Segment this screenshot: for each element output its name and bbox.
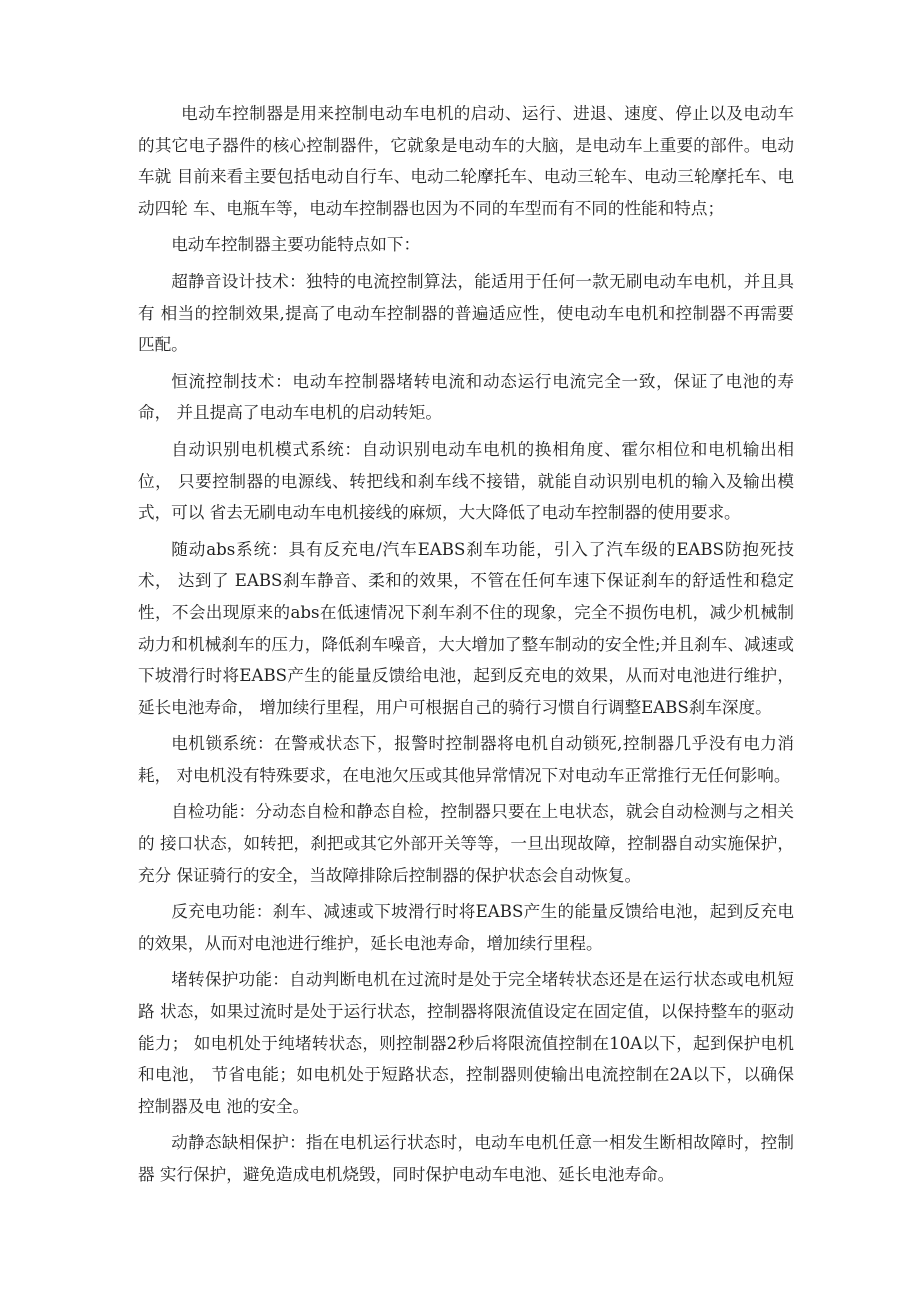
paragraph-self-check: 自检功能：分动态自检和静态自检，控制器只要在上电状态，就会自动检测与之相关的 接口状态，如转把，刹把或其它外部开关等等，一旦出现故障，控制器自动实施保护，充分 保证骑行的安全，当故障排除后控制器的保护状态会自动恢复。 <box>138 802 794 885</box>
paragraph-motor-lock: 电机锁系统：在警戒状态下，报警时控制器将电机自动锁死,控制器几乎没有电力消耗， 对电机没有特殊要求，在电池欠压或其他异常情况下对电动车正常推行无任何影响。 <box>138 734 794 785</box>
paragraph-phase-loss: 动静态缺相保护：指在电机运行状态时，电动车电机任意一相发生断相故障时，控制器 实行保护，避免造成电机烧毁，同时保护电动车电池、延长电池寿命。 <box>138 1133 794 1184</box>
paragraph-intro: 电动车控制器是用来控制电动车电机的启动、运行、进退、速度、停止以及电动车的其它电子器件的核心控制器件，它就象是电动车的大脑，是电动车上重要的部件。电动车就 目前来看主要包括电动自行车、电动二轮摩托车、电动三轮车、电动三轮摩托车、电动四轮 车、电瓶车等，电动车控制器也因为不同的车型而有不同的性能和特点； <box>138 104 794 218</box>
paragraph-features-heading: 电动车控制器主要功能特点如下： <box>171 235 421 255</box>
paragraph-auto-identify: 自动识别电机模式系统：自动识别电动车电机的换相角度、霍尔相位和电机输出相位， 只要控制器的电源线、转把线和刹车线不接错，就能自动识别电机的输入及输出模式，可以 省去无刷电动车电机接线的麻烦，大大降低了电动车控制器的使用要求。 <box>138 439 794 523</box>
document-body <box>138 98 794 1196</box>
paragraph-stall-protection: 堵转保护功能：自动判断电机在过流时是处于完全堵转状态还是在运行状态或电机短路 状态，如果过流时是处于运行状态，控制器将限流值设定在固定值，以保持整车的驱动能力； 如电机处于纯堵转状态，则控制器2秒后将限流值控制在10A以下，起到保护电机和电池， 节省电能；如电机处于短路状态，控制器则使输出电流控制在2A以下，以确保控制器及电 池的安全。 <box>138 970 794 1116</box>
paragraph-abs-system: 随动abs系统：具有反充电/汽车EABS刹车功能，引入了汽车级的EABS防抱死技术， 达到了 EABS刹车静音、柔和的效果，不管在任何车速下保证刹车的舒适性和稳定性，不会出现原来的abs在低速情况下刹车刹不住的现象，完全不损伤电机，减少机械制动力和机械刹车的压力，降低刹车噪音，大大增加了整车制动的安全性;并且刹车、减速或下坡滑行时将EABS产生的能量反馈给电池，起到反充电的效果，从而对电池进行维护，延长电池寿命， 增加续行里程，用户可根据自己的骑行习惯自行调整EABS刹车深度。 <box>138 539 794 717</box>
paragraph-constant-current: 恒流控制技术：电动车控制器堵转电流和动态运行电流完全一致，保证了电池的寿命， 并且提高了电动车电机的启动转矩。 <box>138 371 794 423</box>
paragraph-regen-charging: 反充电功能：刹车、减速或下坡滑行时将EABS产生的能量反馈给电池，起到反充电的效果，从而对电池进行维护，延长电池寿命，增加续行里程。 <box>138 902 794 953</box>
paragraph-silent-design: 超静音设计技术：独特的电流控制算法，能适用于任何一款无刷电动车电机，并且具有 相当的控制效果,提高了电动车控制器的普遍适应性，使电动车电机和控制器不再需要匹配。 <box>138 271 794 355</box>
